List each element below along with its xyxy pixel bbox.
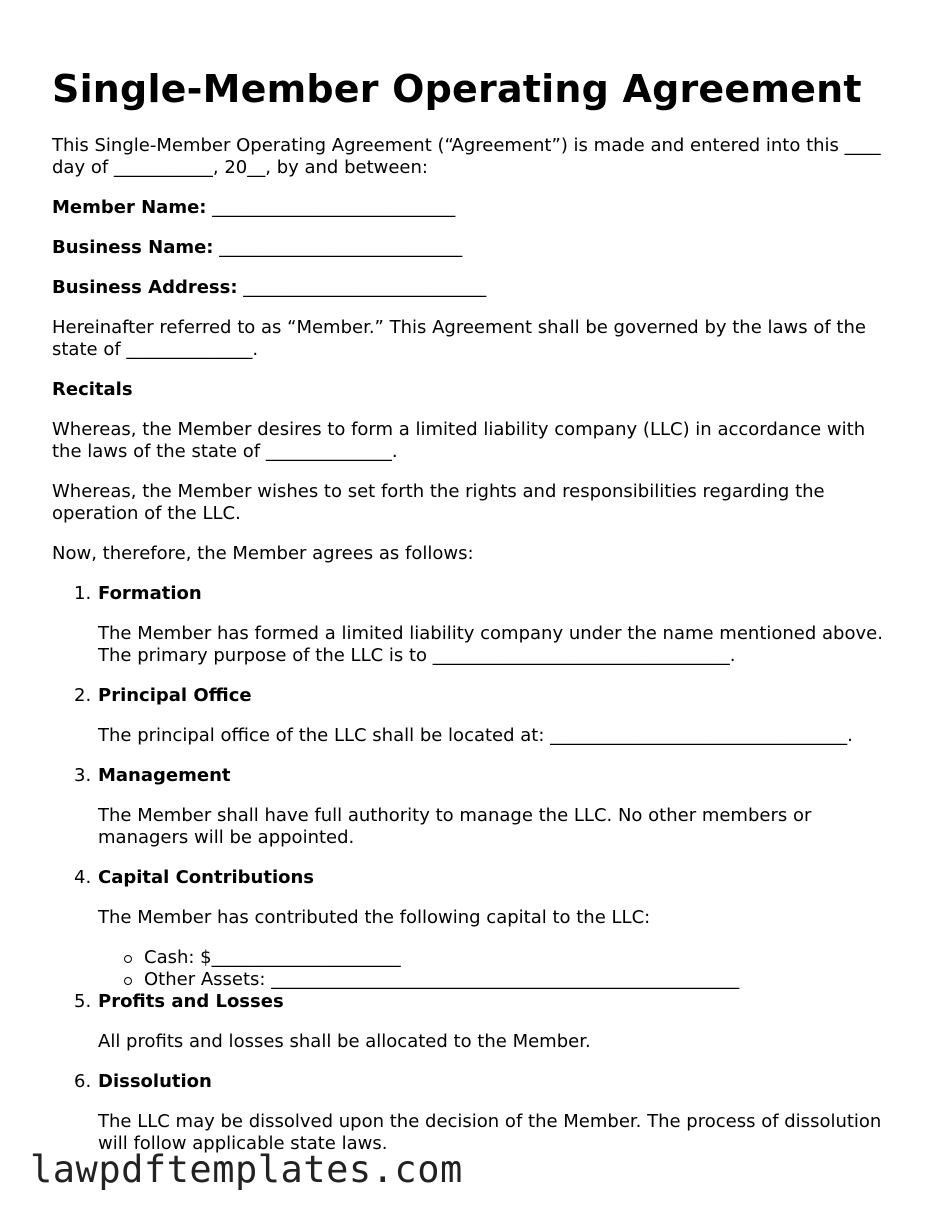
capital-item-other-assets: Other Assets: ____________________________________________________ — [144, 969, 892, 991]
section-body: The LLC may be dissolved upon the decision of the Member. The process of dissolution will follow applicable state laws. — [98, 1111, 882, 1154]
capital-items-list — [98, 947, 892, 991]
recitals-heading: Recitals — [52, 379, 133, 400]
field-label: Business Name: — [52, 237, 214, 258]
field-blank: ___________________________ — [212, 197, 456, 218]
watermark: lawpdftemplates.com — [30, 1148, 463, 1191]
business-address-field — [52, 277, 892, 299]
section-profits-and-losses — [98, 991, 892, 1053]
section-title: Capital Contributions — [98, 867, 315, 888]
section-formation — [98, 583, 892, 667]
section-capital-contributions — [98, 867, 892, 991]
section-body: All profits and losses shall be allocated to the Member. — [98, 1031, 591, 1052]
section-principal-office — [98, 685, 892, 747]
hereinafter-paragraph: Hereinafter referred to as “Member.” This Agreement shall be governed by the laws of the state of ______________. — [52, 317, 866, 360]
member-name-field — [52, 197, 892, 219]
capital-item-cash: Cash: $_____________________ — [144, 947, 892, 969]
field-label: Business Address: — [52, 277, 238, 298]
section-title: Formation — [98, 583, 202, 604]
intro-paragraph: This Single-Member Operating Agreement (“Agreement”) is made and entered into this ____ day of ___________, 20__, by and between: — [52, 135, 881, 178]
section-body: The Member shall have full authority to manage the LLC. No other members or managers will be appointed. — [98, 805, 812, 848]
section-body: The Member has contributed the following capital to the LLC: — [98, 907, 651, 928]
section-title: Profits and Losses — [98, 991, 284, 1012]
section-title: Principal Office — [98, 685, 252, 706]
now-therefore-paragraph: Now, therefore, the Member agrees as follows: — [52, 543, 474, 564]
recital-paragraph: Whereas, the Member wishes to set forth the rights and responsibilities regarding the operation of the LLC. — [52, 481, 825, 524]
field-blank: ___________________________ — [219, 237, 463, 258]
section-body: The Member has formed a limited liability company under the name mentioned above. The primary purpose of the LLC is to _________________________________. — [98, 623, 883, 666]
section-title: Management — [98, 765, 231, 786]
sections-list — [52, 583, 892, 1155]
section-title: Dissolution — [98, 1071, 212, 1092]
field-blank: ___________________________ — [243, 277, 487, 298]
field-label: Member Name: — [52, 197, 207, 218]
section-body: The principal office of the LLC shall be located at: _________________________________. — [98, 725, 853, 746]
business-name-field — [52, 237, 892, 259]
section-dissolution — [98, 1071, 892, 1155]
document-body — [52, 135, 892, 1173]
section-management — [98, 765, 892, 849]
document-title: Single-Member Operating Agreement — [52, 67, 862, 111]
recital-paragraph: Whereas, the Member desires to form a limited liability company (LLC) in accordance with the laws of the state of ______________. — [52, 419, 866, 462]
